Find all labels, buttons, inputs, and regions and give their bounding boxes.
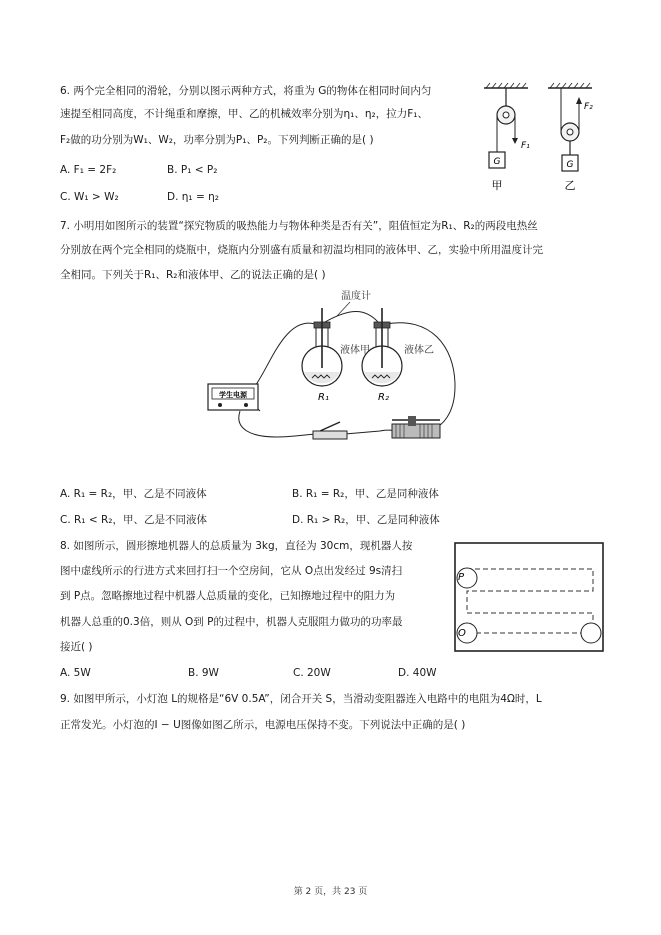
q6-option-a: A. F₁ = 2F₂ — [60, 164, 117, 176]
movable-pulley-right — [561, 88, 582, 155]
q8-option-a: A. 5W — [60, 667, 91, 679]
q8-line-2: 图中虚线所示的行进方式来回打扫一个空房间，它从 O点出发经过 9s清扫 — [60, 565, 403, 577]
ceiling-left — [484, 83, 528, 88]
q8-option-c: C. 20W — [293, 667, 331, 679]
page-footer: 第 2 页，共 23 页 — [293, 887, 368, 897]
q9-line-1: 9. 如图甲所示，小灯泡 L的规格是“6V 0.5A”，闭合开关 S，当滑动变阻器连入电路中的电阻为4Ω时，L — [60, 693, 542, 705]
q7-option-a: A. R₁ = R₂，甲、乙是不同液体 — [60, 488, 207, 500]
q9-line-2: 正常发光。小灯泡的I − U图像如图乙所示，电源电压保持不变。下列说法中正确的是( ) — [60, 719, 466, 731]
pulley-figure — [480, 82, 605, 200]
weight-label-left: G — [493, 157, 501, 167]
q8-option-d: D. 40W — [398, 667, 437, 679]
fixed-pulley-left — [497, 88, 518, 152]
q6-option-d: D. η₁ = η₂ — [167, 191, 219, 203]
circuit-wires — [239, 312, 455, 437]
sliding-rheostat — [392, 416, 440, 438]
point-o-label: O — [458, 628, 466, 639]
resistor-r1-label: R₁ — [318, 392, 329, 403]
robot-room-figure — [453, 541, 605, 653]
liquid-b-label: 液体乙 — [404, 345, 434, 356]
caption-jia: 甲 — [491, 179, 503, 192]
caption-yi: 乙 — [564, 179, 576, 192]
q7-option-b: B. R₁ = R₂，甲、乙是同种液体 — [292, 488, 439, 500]
resistor-r2-label: R₂ — [378, 392, 389, 403]
q7-option-d: D. R₁ > R₂，甲、乙是同种液体 — [292, 514, 440, 526]
switch — [313, 422, 347, 439]
power-supply-label: 学生电源 — [219, 391, 247, 399]
q8-line-5: 接近( ) — [60, 641, 93, 653]
heating-experiment-figure — [200, 286, 462, 456]
force-label-f1: F₁ — [521, 141, 530, 151]
q7-line-1: 7. 小明用如图所示的装置“探究物质的吸热能力与物体种类是否有关”，阻值恒定为R₁、R₂的两段电热丝 — [60, 220, 538, 232]
q6-line-1: 6. 两个完全相同的滑轮，分别以图示两种方式，将重为 G的物体在相同时间内匀 — [60, 85, 432, 97]
q7-line-3: 全相同。下列关于R₁、R₂和液体甲、乙的说法正确的是( ) — [60, 269, 326, 281]
q8-line-3: 到 P点。忽略擦地过程中机器人总质量的变化，已知擦地过程中的阻力为 — [60, 590, 396, 602]
q8-option-b: B. 9W — [188, 667, 219, 679]
q7-option-c: C. R₁ < R₂，甲、乙是不同液体 — [60, 514, 207, 526]
weight-label-right: G — [566, 160, 574, 170]
liquid-a-label: 液体甲 — [340, 345, 370, 356]
robot-right-circle — [581, 623, 601, 643]
force-label-f2: F₂ — [584, 102, 593, 112]
q6-line-3: F₂做的功分别为W₁、W₂，功率分别为P₁、P₂。下列判断正确的是( ) — [60, 134, 374, 146]
flask-left — [302, 308, 342, 386]
q6-option-b: B. P₁ < P₂ — [167, 164, 218, 176]
q6-option-c: C. W₁ > W₂ — [60, 191, 119, 203]
ceiling-right — [548, 83, 592, 88]
q8-line-1: 8. 如图所示，圆形擦地机器人的总质量为 3kg，直径为 30cm，现机器人按 — [60, 540, 413, 552]
thermometer-label: 温度计 — [341, 291, 371, 302]
q6-line-2: 速提至相同高度，不计绳重和摩擦，甲、乙的机械效率分别为η₁、η₂，拉力F₁、 — [60, 108, 428, 120]
point-p-label: P — [458, 572, 465, 583]
q7-line-2: 分别放在两个完全相同的烧瓶中，烧瓶内分别盛有质量和初温均相同的液体甲、乙，实验中所用温度计完 — [60, 244, 543, 256]
q8-line-4: 机器人总重的0.3倍，则从 O到 P的过程中，机器人克服阻力做功的功率最 — [60, 616, 403, 628]
